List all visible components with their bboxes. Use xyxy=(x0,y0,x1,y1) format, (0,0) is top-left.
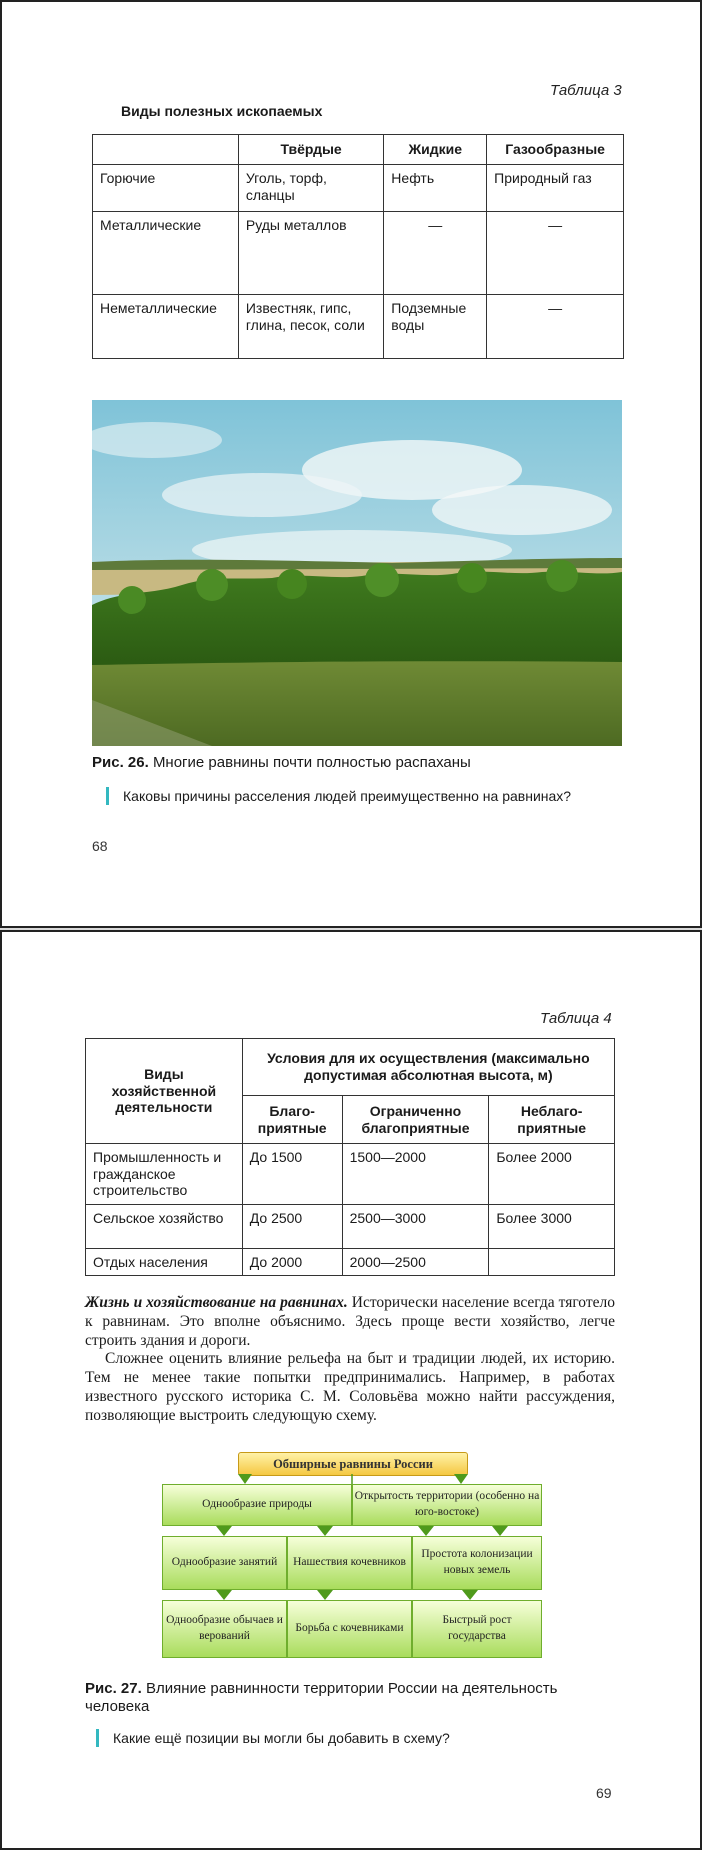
table3-title: Виды полезных ископаемых xyxy=(121,103,323,119)
question-block: Каковы причины расселения людей преимущественно на равнинах? xyxy=(106,787,628,805)
paragraph-lead: Жизнь и хозяйствование на равнинах. xyxy=(85,1294,348,1311)
page-number: 68 xyxy=(92,838,108,854)
table4 xyxy=(85,1038,615,1276)
table-cell: Более 3000 xyxy=(489,1204,615,1248)
page-number: 69 xyxy=(596,1785,612,1801)
table-cell: — xyxy=(487,212,624,295)
figure-caption-text: Влияние равнинности территории России на деятельность человека xyxy=(85,1680,558,1715)
arrow-down-icon xyxy=(492,1526,508,1536)
table-cell: Известняк, гипс, глина, песок, соли xyxy=(238,295,383,359)
table-cell: Подземные воды xyxy=(384,295,487,359)
paragraph: Сложнее оценить влияние рельефа на быт и традиции людей, их историю. Тем не менее такие попытки предпринимались. Например, в работах известного русского историка С. М. Соловьёва можно найти рассуждения, позволяющие выстроить следующую схему. xyxy=(85,1350,615,1424)
arrow-down-icon xyxy=(238,1474,252,1484)
table3-header-corner xyxy=(93,135,239,165)
table-cell: 2500—3000 xyxy=(342,1204,489,1248)
table-cell: Неметаллические xyxy=(93,295,239,359)
table-cell: Горючие xyxy=(93,165,239,212)
table-cell: Металлические xyxy=(93,212,239,295)
question-block: Какие ещё позиции вы могли бы добавить в схему? xyxy=(96,1729,613,1747)
body-text xyxy=(85,1294,615,1425)
table-row xyxy=(93,295,624,359)
arrow-down-icon xyxy=(216,1526,232,1536)
arrow-down-icon xyxy=(462,1590,478,1600)
arrow-down-icon xyxy=(216,1590,232,1600)
arrow-down-icon xyxy=(418,1526,434,1536)
table3 xyxy=(92,134,624,359)
table-cell: Отдых населения xyxy=(86,1248,243,1276)
plains-landscape-image xyxy=(92,400,622,746)
table-cell: Промышленность и гражданское строительство xyxy=(86,1144,243,1205)
scheme-node: Открытость территории (особенно на юго-востоке) xyxy=(352,1484,542,1526)
table-row xyxy=(93,212,624,295)
table3-header: Жидкие xyxy=(384,135,487,165)
scheme-node: Простота колонизации новых земель xyxy=(412,1536,542,1590)
scheme-node: Борьба с кочевниками xyxy=(287,1600,412,1658)
table-cell: 1500—2000 xyxy=(342,1144,489,1205)
scheme-node: Быстрый рост государства xyxy=(412,1600,542,1658)
table-cell: Уголь, торф, сланцы xyxy=(238,165,383,212)
table-cell: Нефть xyxy=(384,165,487,212)
table-cell: До 1500 xyxy=(242,1144,342,1205)
table-row xyxy=(86,1248,615,1276)
table3-header: Твёрдые xyxy=(238,135,383,165)
table4-caption: Таблица 4 xyxy=(540,1010,612,1027)
scheme-node: Нашествия кочевников xyxy=(287,1536,412,1590)
table4-subheader: Благо-приятные xyxy=(242,1096,342,1144)
table-cell: До 2500 xyxy=(242,1204,342,1248)
figure-label: Рис. 26. xyxy=(92,754,149,771)
table3-header: Газообразные xyxy=(487,135,624,165)
table4-header-activity: Виды хозяйственной деятельности xyxy=(86,1039,243,1144)
scheme-node: Однообразие природы xyxy=(162,1484,352,1526)
figure-26-caption xyxy=(92,754,652,772)
arrow-down-icon xyxy=(317,1590,333,1600)
table4-subheader: Ограниченно благоприятные xyxy=(342,1096,489,1144)
scheme-node: Однообразие занятий xyxy=(162,1536,287,1590)
arrow-down-icon xyxy=(317,1526,333,1536)
figure-label: Рис. 27. xyxy=(85,1680,142,1697)
table-cell: — xyxy=(487,295,624,359)
table-cell: Более 2000 xyxy=(489,1144,615,1205)
figure-caption-text: Многие равнины почти полностью распаханы xyxy=(152,754,471,771)
table-cell: Природный газ xyxy=(487,165,624,212)
table-cell: — xyxy=(384,212,487,295)
scheme-top-node: Обширные равнины России xyxy=(238,1452,468,1476)
figure-27-caption xyxy=(85,1680,615,1716)
table-cell xyxy=(489,1248,615,1276)
table4-header-conditions: Условия для их осуществления (максимально допустимая абсолютная высота, м) xyxy=(242,1039,614,1096)
table-row xyxy=(93,165,624,212)
scheme-diagram xyxy=(162,1452,542,1672)
scheme-node: Однообразие обычаев и верований xyxy=(162,1600,287,1658)
table4-subheader: Неблаго-приятные xyxy=(489,1096,615,1144)
table-cell: 2000—2500 xyxy=(342,1248,489,1276)
page-69 xyxy=(0,930,702,1850)
paragraph-text: Исторически население всегда тяготело к равнинам. Это вполне объяснимо. Здесь проще вести хозяйство, легче строить здания и дороги. xyxy=(85,1294,615,1349)
plains-photo xyxy=(92,400,622,746)
paragraph xyxy=(85,1294,615,1350)
table-cell: Руды металлов xyxy=(238,212,383,295)
table-row xyxy=(86,1144,615,1205)
table3-caption: Таблица 3 xyxy=(550,82,622,99)
table-cell: Сельское хозяйство xyxy=(86,1204,243,1248)
table-cell: До 2000 xyxy=(242,1248,342,1276)
arrow-down-icon xyxy=(454,1474,468,1484)
table-row xyxy=(86,1204,615,1248)
